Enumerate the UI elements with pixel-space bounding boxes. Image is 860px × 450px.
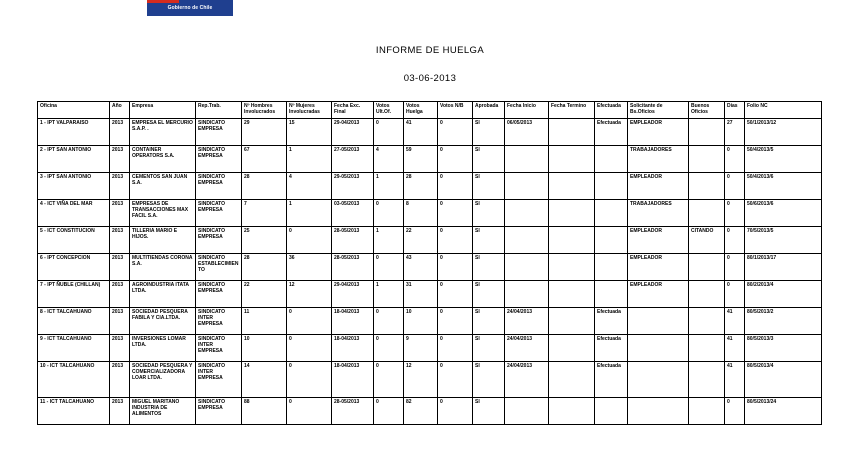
table-cell: 41 <box>725 335 745 362</box>
column-header: Buenos Oficios <box>689 102 725 119</box>
table-cell <box>549 362 595 398</box>
table-cell: 14 <box>242 362 287 398</box>
table-cell: TRABAJADORES <box>628 146 689 173</box>
table-cell <box>549 308 595 335</box>
table-cell: 0 <box>438 335 473 362</box>
table-cell: 03-05/2013 <box>332 200 374 227</box>
table-cell: SINDICATO ESTABLECIMIENTO <box>196 254 242 281</box>
table-cell <box>689 398 725 425</box>
table-cell: SI <box>473 200 505 227</box>
table-cell: 88 <box>242 398 287 425</box>
table-cell: 1 <box>287 200 332 227</box>
table-cell: 0 <box>438 308 473 335</box>
table-cell: 0 <box>438 254 473 281</box>
table-cell: 2 - IPT SAN ANTONIO <box>38 146 110 173</box>
table-cell: SINDICATO INTER EMPRESA <box>196 362 242 398</box>
table-cell: SI <box>473 308 505 335</box>
table-cell: 24/04/2013 <box>505 335 549 362</box>
table-cell: 0 <box>438 173 473 200</box>
table-cell: 50/4/2013/5 <box>745 146 822 173</box>
table-cell: 18-04/2013 <box>332 335 374 362</box>
column-header: Año <box>110 102 130 119</box>
table-row <box>38 335 822 362</box>
table-cell <box>549 146 595 173</box>
table-cell <box>505 146 549 173</box>
table-cell: 5 - ICT CONSTITUCION <box>38 227 110 254</box>
table-cell: 0 <box>438 200 473 227</box>
column-header: Votos Ult.Of. <box>374 102 404 119</box>
table-cell: 2013 <box>110 281 130 308</box>
table-cell: 50/6/2013/6 <box>745 200 822 227</box>
table-cell: 2013 <box>110 398 130 425</box>
table-cell: 0 <box>438 227 473 254</box>
table-cell: SINDICATO EMPRESA <box>196 146 242 173</box>
table-cell: TRABAJADORES <box>628 200 689 227</box>
table-cell <box>549 119 595 146</box>
table-cell <box>505 254 549 281</box>
table-cell: CEMENTOS SAN JUAN S.A. <box>130 173 196 200</box>
table-cell: 0 <box>374 362 404 398</box>
table-cell: SINDICATO EMPRESA <box>196 173 242 200</box>
table-row <box>38 281 822 308</box>
table-cell: 0 <box>374 335 404 362</box>
table-body <box>38 119 822 425</box>
table-cell <box>595 281 628 308</box>
table-cell: Efectuada <box>595 335 628 362</box>
table-cell: 1 - IPT VALPARAISO <box>38 119 110 146</box>
table-cell: 0 <box>438 281 473 308</box>
table-cell: 43 <box>404 254 438 281</box>
logo-flag-stripe <box>147 0 179 3</box>
table-row <box>38 173 822 200</box>
table-cell: 9 <box>404 335 438 362</box>
table-cell <box>595 146 628 173</box>
table-cell: CONTAINER OPERATORS S.A. <box>130 146 196 173</box>
table-cell <box>689 119 725 146</box>
table-cell: 0 <box>287 362 332 398</box>
table-cell: 7 - IPT ÑUBLE (CHILLAN) <box>38 281 110 308</box>
column-header: Oficina <box>38 102 110 119</box>
table-cell: EMPLEADOR <box>628 227 689 254</box>
table-cell: 0 <box>438 146 473 173</box>
table-cell: SI <box>473 398 505 425</box>
table-cell: 50/1/2013/12 <box>745 119 822 146</box>
table-cell: 80/5/2013/2 <box>745 308 822 335</box>
table-cell: 0 <box>374 254 404 281</box>
table-cell <box>505 281 549 308</box>
column-header: Fecha Inicio <box>505 102 549 119</box>
table-cell: 80/5/2013/3 <box>745 335 822 362</box>
table-cell: 1 <box>374 227 404 254</box>
table-cell: 0 <box>725 227 745 254</box>
table-cell: SINDICATO INTER EMPRESA <box>196 308 242 335</box>
table-cell: 6 - IPT CONCEPCION <box>38 254 110 281</box>
table-cell: 1 <box>287 146 332 173</box>
table-cell: Efectuada <box>595 362 628 398</box>
table-cell <box>689 281 725 308</box>
table-cell: MIGUEL MARITANO INDUSTRIA DE ALIMENTOS <box>130 398 196 425</box>
table-cell: SOCIEDAD PESQUERA FABILA Y CIA.LTDA. <box>130 308 196 335</box>
table-cell: 80/5/2013/4 <box>745 362 822 398</box>
table-cell <box>505 398 549 425</box>
table-cell: 06/05/2013 <box>505 119 549 146</box>
table-cell: 28-05/2013 <box>332 398 374 425</box>
column-header: Días <box>725 102 745 119</box>
table-cell: 4 <box>374 146 404 173</box>
table-cell: SINDICATO INTER EMPRESA <box>196 335 242 362</box>
table-cell: 4 - ICT VIÑA DEL MAR <box>38 200 110 227</box>
table-cell <box>595 200 628 227</box>
table-cell: 31 <box>404 281 438 308</box>
table-cell: 22 <box>242 281 287 308</box>
table-cell: 11 - ICT TALCAHUANO <box>38 398 110 425</box>
table-cell: Efectuada <box>595 308 628 335</box>
table-cell: 28 <box>404 173 438 200</box>
table-cell: 80/1/2013/17 <box>745 254 822 281</box>
table-cell: 2013 <box>110 173 130 200</box>
table-cell: 22 <box>404 227 438 254</box>
table-cell <box>505 200 549 227</box>
table-cell: 2013 <box>110 200 130 227</box>
table-cell: 4 <box>287 173 332 200</box>
column-header: Empresa <box>130 102 196 119</box>
table-cell <box>505 173 549 200</box>
table-cell: SINDICATO EMPRESA <box>196 227 242 254</box>
report-title: INFORME DE HUELGA <box>375 45 485 56</box>
table-row <box>38 398 822 425</box>
table-cell: 29-05/2013 <box>332 173 374 200</box>
column-header: Fecha Termino <box>549 102 595 119</box>
table-row <box>38 308 822 335</box>
table-cell <box>689 335 725 362</box>
table-cell: INVERSIONES LOMAR LTDA. <box>130 335 196 362</box>
table-cell <box>689 173 725 200</box>
table-row <box>38 200 822 227</box>
table-cell: 0 <box>438 362 473 398</box>
table-cell <box>549 254 595 281</box>
table-cell: EMPLEADOR <box>628 119 689 146</box>
table-cell: 41 <box>404 119 438 146</box>
table-cell <box>628 335 689 362</box>
table-cell: TILLERIA MARIO E HIJOS. <box>130 227 196 254</box>
table-cell <box>628 398 689 425</box>
logo-text: Gobierno de Chile <box>167 5 213 11</box>
table-cell: SI <box>473 281 505 308</box>
table-cell <box>595 254 628 281</box>
table-cell: 27 <box>725 119 745 146</box>
table-cell: 82 <box>404 398 438 425</box>
column-header: Rep.Trab. <box>196 102 242 119</box>
table-cell <box>595 173 628 200</box>
table-cell: 10 <box>404 308 438 335</box>
table-cell: SI <box>473 146 505 173</box>
table-cell: SOCIEDAD PESQUERA Y COMERCIALIZADORA LOAR LTDA. <box>130 362 196 398</box>
table-cell: 70/5/2013/5 <box>745 227 822 254</box>
table-cell: 2013 <box>110 335 130 362</box>
table-cell <box>549 398 595 425</box>
table-cell: SINDICATO EMPRESA <box>196 119 242 146</box>
table-row <box>38 146 822 173</box>
column-header: Votos Huelga <box>404 102 438 119</box>
table-row <box>38 254 822 281</box>
table-cell: 3 - IPT SAN ANTONIO <box>38 173 110 200</box>
table-cell: 28-05/2013 <box>332 227 374 254</box>
table-cell: 11 <box>242 308 287 335</box>
table-cell <box>505 227 549 254</box>
table-cell: EMPLEADOR <box>628 254 689 281</box>
table-cell: 12 <box>287 281 332 308</box>
table-cell: 24/04/2013 <box>505 308 549 335</box>
table-cell <box>549 173 595 200</box>
table-cell <box>549 281 595 308</box>
table-cell: 10 - ICT TALCAHUANO <box>38 362 110 398</box>
table-cell: 59 <box>404 146 438 173</box>
table-cell <box>689 362 725 398</box>
table-cell: 0 <box>374 398 404 425</box>
table-cell: EMPLEADOR <box>628 281 689 308</box>
table-cell: 10 <box>242 335 287 362</box>
table-cell: 28-05/2013 <box>332 254 374 281</box>
table-cell: 2013 <box>110 146 130 173</box>
column-header: Solicitante de Bs.Oficios <box>628 102 689 119</box>
table-cell <box>595 398 628 425</box>
table-cell: 25 <box>242 227 287 254</box>
table-cell: 29-04/2013 <box>332 281 374 308</box>
table-cell: 1 <box>374 173 404 200</box>
table-cell: 0 <box>725 254 745 281</box>
table-cell: SI <box>473 254 505 281</box>
table-cell: SI <box>473 119 505 146</box>
table-cell: EMPRESAS DE TRANSACCIONES MAX FACIL S.A. <box>130 200 196 227</box>
table-cell: 27-05/2013 <box>332 146 374 173</box>
table-cell: 29-04/2013 <box>332 119 374 146</box>
table-cell: 9 - ICT TALCAHUANO <box>38 335 110 362</box>
table-cell: 0 <box>725 173 745 200</box>
table-cell: 24/04/2013 <box>505 362 549 398</box>
table-cell: 29 <box>242 119 287 146</box>
table-cell: 0 <box>287 398 332 425</box>
table-cell: SINDICATO EMPRESA <box>196 200 242 227</box>
table-cell: 0 <box>287 227 332 254</box>
table-cell <box>689 146 725 173</box>
table-cell: 18-04/2013 <box>332 362 374 398</box>
table-cell <box>689 308 725 335</box>
table-cell: 0 <box>725 146 745 173</box>
table-cell <box>595 227 628 254</box>
table-cell <box>549 227 595 254</box>
table-cell: 28 <box>242 173 287 200</box>
table-cell: 1 <box>374 281 404 308</box>
table-cell: CITANDO <box>689 227 725 254</box>
table-cell: 36 <box>287 254 332 281</box>
table-cell <box>628 308 689 335</box>
table-cell: 15 <box>287 119 332 146</box>
table-cell: SINDICATO EMPRESA <box>196 398 242 425</box>
table-cell: Efectuada <box>595 119 628 146</box>
table-header-row <box>38 102 822 119</box>
table-cell: 80/2/2013/4 <box>745 281 822 308</box>
table-cell: 0 <box>725 200 745 227</box>
table-cell: SI <box>473 362 505 398</box>
table-cell: 8 <box>404 200 438 227</box>
table-cell: 28 <box>242 254 287 281</box>
table-cell: 0 <box>725 281 745 308</box>
strike-report-table <box>37 101 822 425</box>
column-header: Aprobada <box>473 102 505 119</box>
table-cell: 7 <box>242 200 287 227</box>
table-cell: 8 - ICT TALCAHUANO <box>38 308 110 335</box>
column-header: Nº Mujeres Involucradas <box>287 102 332 119</box>
table-cell: 0 <box>287 308 332 335</box>
table-cell: SI <box>473 227 505 254</box>
table-cell: SI <box>473 335 505 362</box>
table-cell: 12 <box>404 362 438 398</box>
table-cell <box>549 335 595 362</box>
table-cell: 0 <box>287 335 332 362</box>
table-cell: 0 <box>374 200 404 227</box>
table-cell: 41 <box>725 308 745 335</box>
table-cell: SI <box>473 173 505 200</box>
table-cell: AGROINDUSTRIA ITATA LTDA. <box>130 281 196 308</box>
table-cell: 67 <box>242 146 287 173</box>
table-cell: 0 <box>374 119 404 146</box>
column-header: Fecha Exc. Final <box>332 102 374 119</box>
table-cell: 2013 <box>110 119 130 146</box>
table-cell: 18-04/2013 <box>332 308 374 335</box>
column-header: Votos N/B <box>438 102 473 119</box>
table-cell: 2013 <box>110 254 130 281</box>
table-cell <box>689 254 725 281</box>
table-cell: 50/4/2013/6 <box>745 173 822 200</box>
table-row <box>38 362 822 398</box>
table-cell: 2013 <box>110 227 130 254</box>
table-cell: 2013 <box>110 362 130 398</box>
column-header: Nº Hombres Involucrados <box>242 102 287 119</box>
table-cell: SINDICATO EMPRESA <box>196 281 242 308</box>
table-cell: 0 <box>725 398 745 425</box>
table-cell: EMPLEADOR <box>628 173 689 200</box>
table-cell: 0 <box>374 308 404 335</box>
table-cell: 2013 <box>110 308 130 335</box>
report-date: 03-06-2013 <box>403 73 457 84</box>
table-cell: 80/5/2013/24 <box>745 398 822 425</box>
table-cell <box>549 200 595 227</box>
table-row <box>38 227 822 254</box>
table-cell <box>689 200 725 227</box>
table-cell: 0 <box>438 119 473 146</box>
table-cell: MULTITIENDAS CORONA S.A. <box>130 254 196 281</box>
table-cell: 41 <box>725 362 745 398</box>
table-cell <box>628 362 689 398</box>
column-header: Efectuada <box>595 102 628 119</box>
column-header: Folio NC <box>745 102 822 119</box>
table-row <box>38 119 822 146</box>
table-cell: EMPRESA EL MERCURIO S.A.P. . <box>130 119 196 146</box>
table-cell: 0 <box>438 398 473 425</box>
